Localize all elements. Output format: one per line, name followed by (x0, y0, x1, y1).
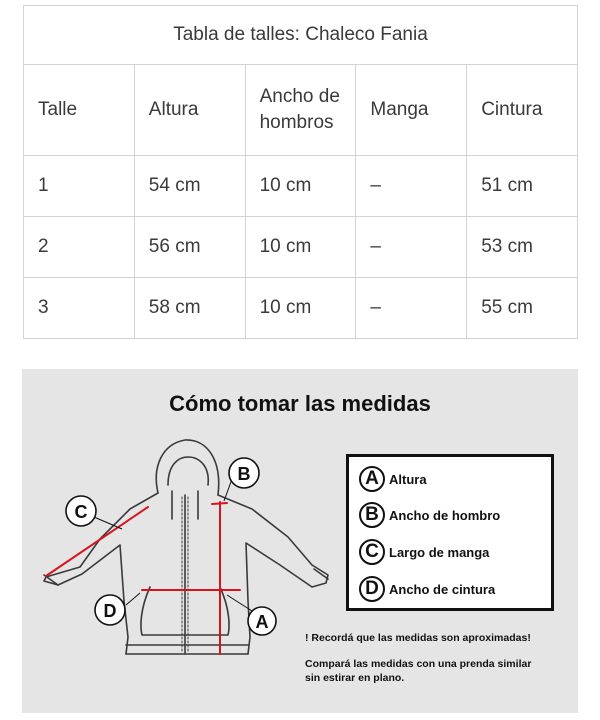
header-talle: Talle (24, 65, 135, 156)
measurement-guide (22, 369, 578, 713)
cell-ancho: 10 cm (245, 217, 356, 278)
hood-inner (168, 457, 208, 485)
legend-text-d: Ancho de cintura (389, 581, 496, 597)
table-row (24, 217, 578, 278)
table-row (24, 156, 578, 217)
cell-cintura: 55 cm (467, 278, 578, 339)
legend-text-c: Largo de manga (389, 544, 490, 560)
cell-talle: 1 (24, 156, 135, 217)
approximate-note: ! Recordá que las medidas son aproximadas! (305, 632, 531, 644)
legend-letter-c: C (359, 539, 385, 565)
cell-talle: 3 (24, 278, 135, 339)
header-altura: Altura (134, 65, 245, 156)
legend-text-a: Altura (389, 471, 427, 487)
compare-note-line-1: Compará las medidas con una prenda similar (305, 658, 532, 670)
table-header-row (24, 65, 578, 156)
hoodie-diagram (22, 369, 352, 713)
callout-line-d (126, 593, 140, 605)
measurement-legend (346, 454, 554, 611)
table-title: Tabla de talles: Chaleco Fania (24, 6, 578, 65)
header-cintura: Cintura (467, 65, 578, 156)
callout-line-b (224, 479, 232, 501)
callout-b (229, 458, 259, 488)
cell-ancho: 10 cm (245, 156, 356, 217)
cell-altura: 54 cm (134, 156, 245, 217)
compare-note-line-2: sin estirar en plano. (305, 672, 405, 685)
compare-note (305, 657, 531, 685)
legend-item-d (359, 575, 495, 603)
size-table (23, 5, 578, 339)
hood-outline (156, 440, 218, 495)
header-ancho-hombros: Ancho de hombros (245, 65, 356, 156)
table-row (24, 278, 578, 339)
cell-altura: 58 cm (134, 278, 245, 339)
cell-cintura: 51 cm (467, 156, 578, 217)
cell-talle: 2 (24, 217, 135, 278)
header-manga: Manga (356, 65, 467, 156)
guide-title: Cómo tomar las medidas (169, 391, 431, 416)
callout-c (66, 496, 96, 526)
callout-line-c (94, 517, 122, 529)
legend-letter-b: B (359, 502, 385, 528)
cell-manga: – (356, 156, 467, 217)
cell-altura: 56 cm (134, 217, 245, 278)
callout-b-letter: B (237, 464, 251, 484)
callout-a-letter: A (255, 612, 269, 632)
legend-text-b: Ancho de hombro (389, 507, 501, 523)
callout-d-letter: D (103, 601, 117, 621)
callout-c-letter: C (74, 502, 88, 522)
legend-item-b (359, 501, 500, 529)
cell-manga: – (356, 278, 467, 339)
legend-letter-a: A (359, 466, 385, 492)
callout-a (248, 607, 276, 635)
measure-line-sleeve (46, 507, 148, 576)
cell-cintura: 53 cm (467, 217, 578, 278)
cell-ancho: 10 cm (245, 278, 356, 339)
legend-item-c (359, 538, 489, 566)
callout-d (95, 595, 125, 625)
legend-letter-d: D (359, 576, 385, 602)
cell-manga: – (356, 217, 467, 278)
legend-item-a (359, 465, 427, 493)
